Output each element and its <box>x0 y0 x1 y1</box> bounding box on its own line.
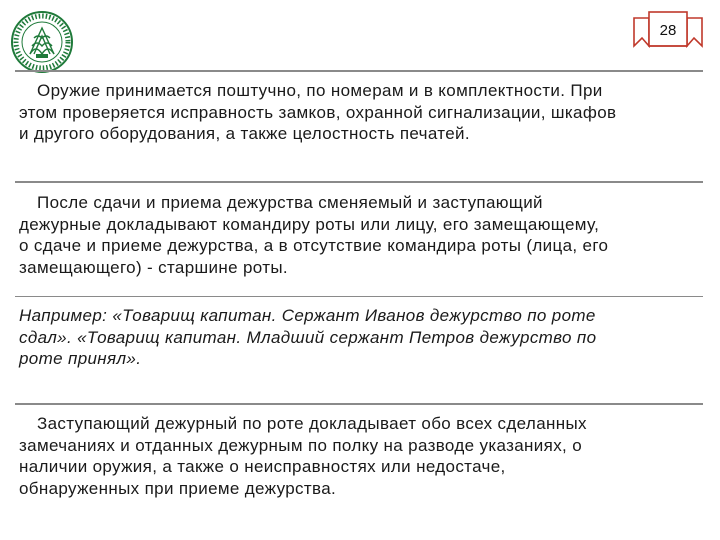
top-divider <box>15 70 703 72</box>
paragraph-example <box>19 305 703 370</box>
text-line: роте принял». <box>19 349 142 368</box>
text-line: наличии оружия, а также о неисправностях или недостаче, <box>19 457 506 476</box>
text-line: обнаруженных при приеме дежурства. <box>19 478 337 498</box>
page-number: 28 <box>659 22 677 39</box>
text-line: замещающего) - старшине роты. <box>19 257 289 277</box>
paragraph-weapons-acceptance <box>19 80 703 145</box>
text-line: дежурные докладывают командиру роты или лицу, его замещающему, <box>19 214 600 234</box>
text-line: и другого оборудования, а также целостность печатей. <box>19 124 470 143</box>
text-line: о сдаче и приеме дежурства, а в отсутствие командира роты (лица, его <box>19 236 609 255</box>
section-divider <box>15 181 703 183</box>
paragraph-duty-report <box>19 192 703 278</box>
paragraph-incoming-duty-report <box>19 413 703 499</box>
text-line: замечаниях и отданных дежурным по полку на разводе указаниях, о <box>19 435 582 455</box>
section-divider <box>15 403 703 405</box>
text-line: Заступающий дежурный по роте докладывает обо всех сделанных <box>37 414 587 433</box>
text-line: Например: «Товарищ капитан. Сержант Иванов дежурство по роте <box>19 306 596 325</box>
section-divider <box>15 296 703 297</box>
emblem-logo <box>10 10 74 74</box>
text-line: После сдачи и приема дежурства сменяемый и заступающий <box>37 193 543 212</box>
text-line: сдал». «Товарищ капитан. Младший сержант Петров дежурство по <box>19 327 597 347</box>
text-line: этом проверяется исправность замков, охранной сигнализации, шкафов <box>19 102 617 122</box>
text-line: Оружие принимается поштучно, по номерам и в комплектности. При <box>37 81 603 100</box>
